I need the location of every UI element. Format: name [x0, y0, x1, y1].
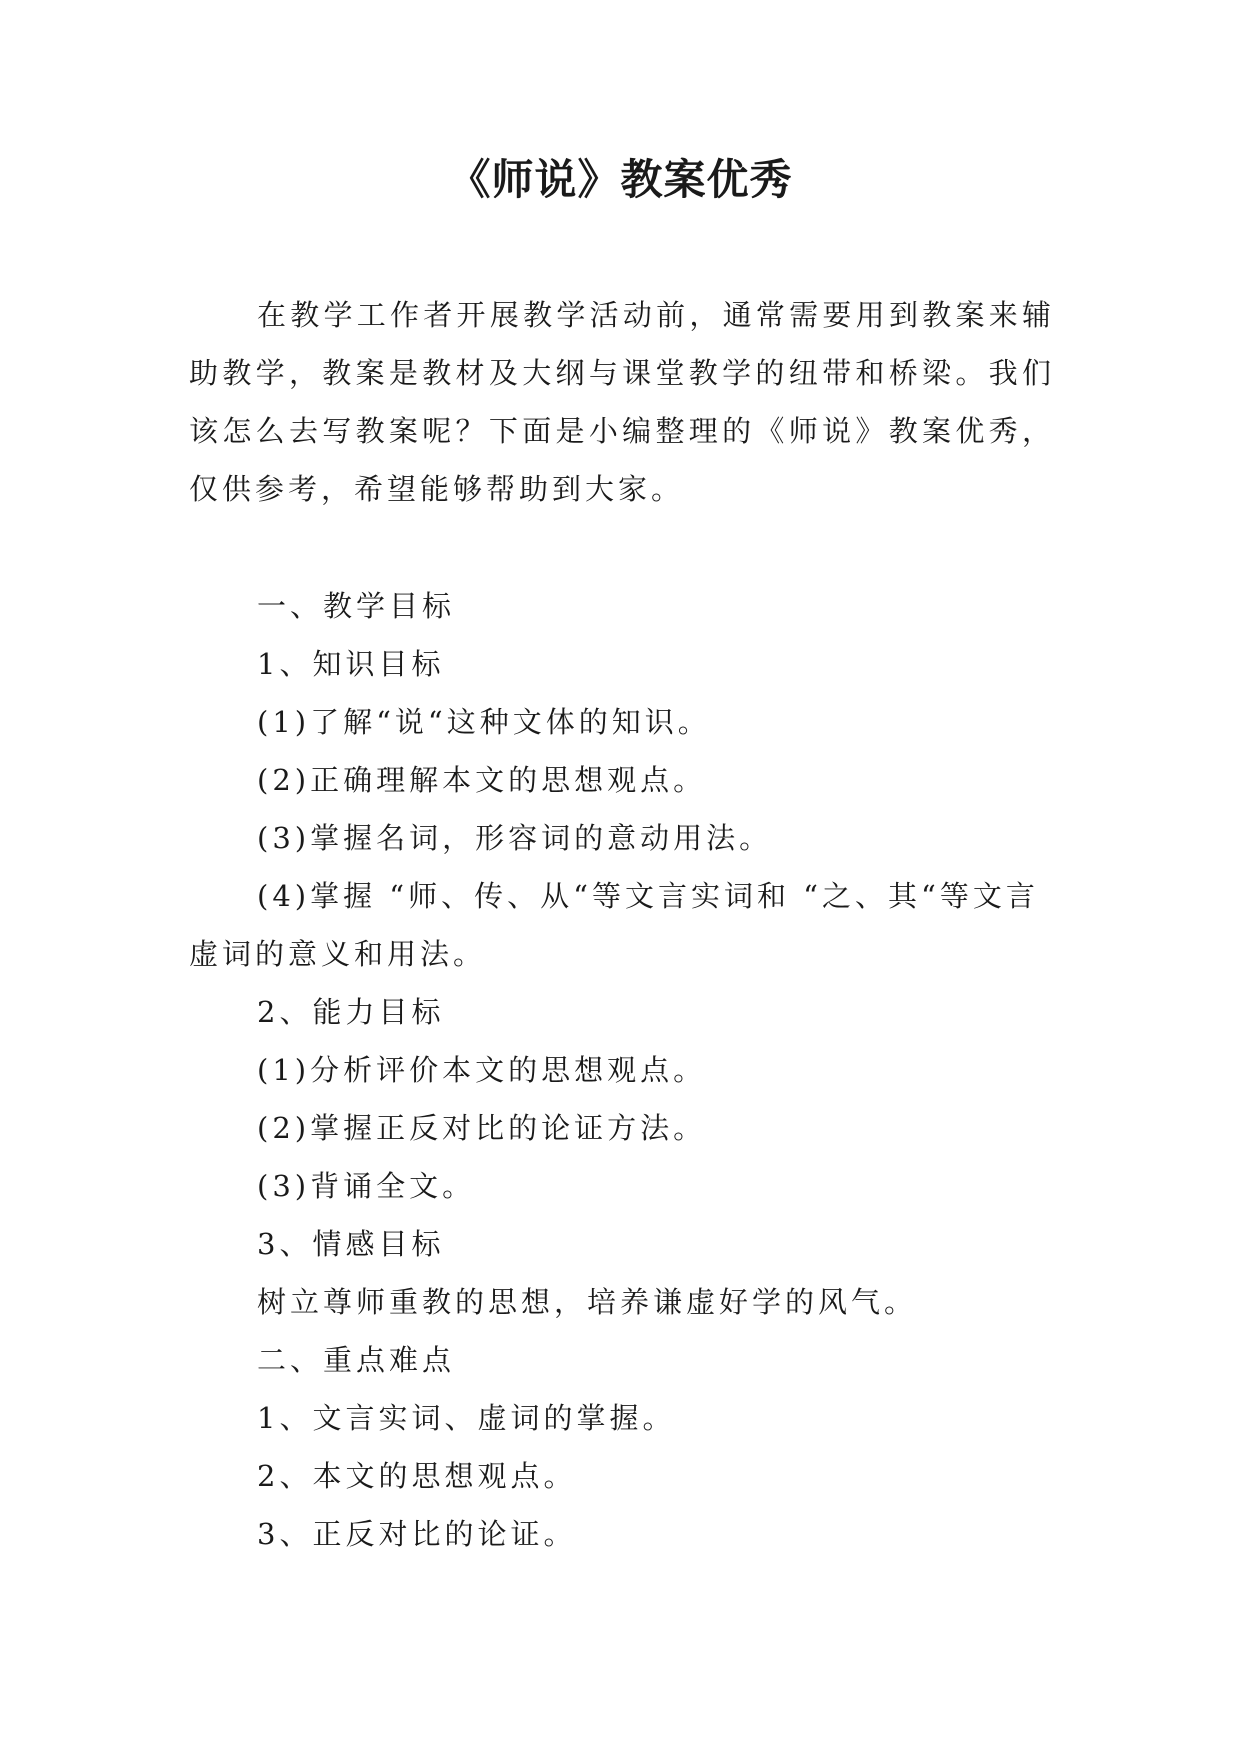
list-item: (2)正确理解本文的思想观点。	[257, 763, 707, 797]
subsection-knowledge-goals: 1、知识目标	[257, 647, 445, 681]
list-item: 1、文言实词、虚词的掌握。	[257, 1401, 676, 1435]
intro-paragraph: 在教学工作者开展教学活动前，通常需要用到教案来辅助教学，教案是教材及大纲与课堂教学的纽带和桥梁。我们该怎么去写教案呢？下面是小编整理的《师说》教案优秀，仅供参考，希望能够帮助到大家。	[189, 298, 1055, 506]
list-item: (1)分析评价本文的思想观点。	[257, 1053, 707, 1087]
list-item: (4)掌握 “师、传、从“等文言实词和 “之、其“等文言虚词的意义和用法。	[189, 879, 1039, 971]
list-item: (3)背诵全文。	[257, 1169, 476, 1203]
list-item: 2、本文的思想观点。	[257, 1459, 577, 1493]
subsection-ability-goals: 2、能力目标	[257, 995, 445, 1029]
section-heading-teaching-goals: 一、教学目标	[257, 589, 456, 623]
list-item: (1)了解“说“这种文体的知识。	[257, 705, 711, 739]
list-item: 树立尊师重教的思想，培养谦虚好学的风气。	[257, 1285, 918, 1319]
document-title: 《师说》教案优秀	[448, 155, 793, 204]
list-item: 3、正反对比的论证。	[257, 1517, 577, 1551]
subsection-emotion-goals: 3、情感目标	[257, 1227, 445, 1261]
document-body	[189, 577, 1055, 1563]
list-item: (2)掌握正反对比的论证方法。	[257, 1111, 707, 1145]
section-heading-key-points: 二、重点难点	[257, 1343, 456, 1377]
list-item: (3)掌握名词，形容词的意动用法。	[257, 821, 773, 855]
